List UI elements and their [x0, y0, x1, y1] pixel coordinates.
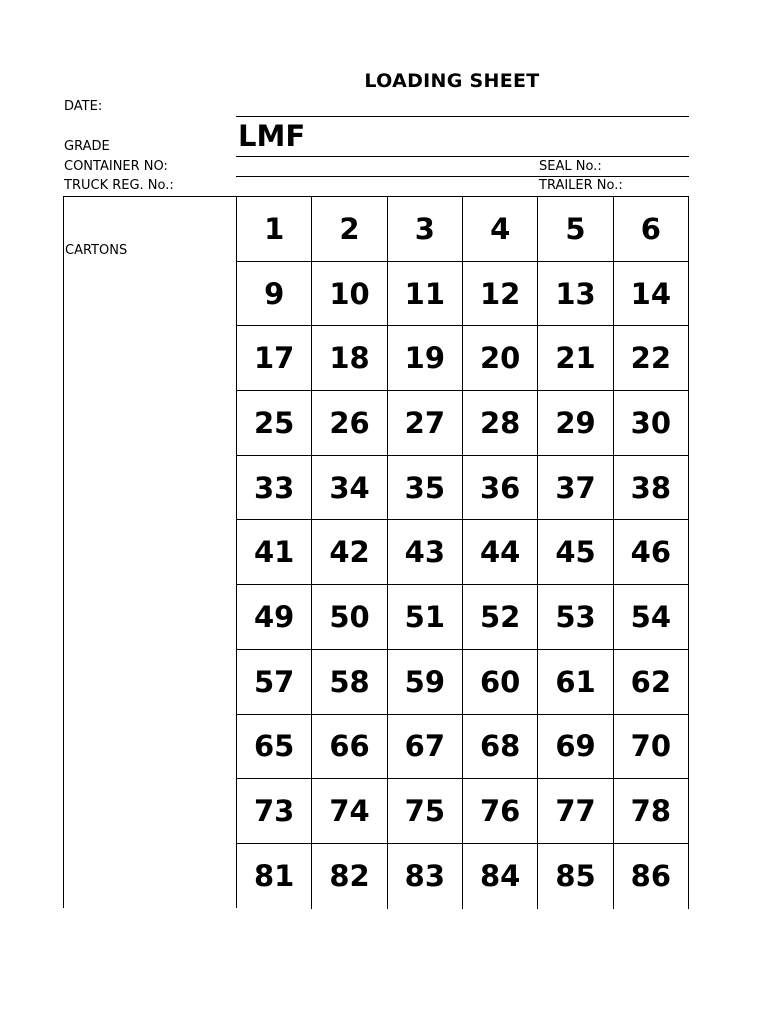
grade-line: [236, 156, 689, 157]
carton-cell: 76: [463, 779, 538, 844]
carton-cell: 51: [388, 585, 463, 650]
carton-cell: 83: [388, 844, 463, 909]
carton-cell: 53: [538, 585, 613, 650]
grade-label: GRADE: [64, 139, 110, 154]
container-line: [236, 176, 689, 177]
carton-cell: 9: [237, 262, 312, 327]
carton-cell: 50: [312, 585, 387, 650]
carton-cell: 57: [237, 650, 312, 715]
carton-cell: 10: [312, 262, 387, 327]
carton-cell: 84: [463, 844, 538, 909]
carton-cell: 35: [388, 456, 463, 521]
carton-cell: 30: [614, 391, 689, 456]
carton-cell: 75: [388, 779, 463, 844]
page-title: LOADING SHEET: [364, 70, 540, 92]
carton-cell: 74: [312, 779, 387, 844]
carton-cell: 27: [388, 391, 463, 456]
carton-cell: 45: [538, 520, 613, 585]
carton-cell: 86: [614, 844, 689, 909]
carton-cell: 5: [538, 197, 613, 262]
carton-cell: 14: [614, 262, 689, 327]
date-label: DATE:: [64, 99, 103, 114]
seal-no-label: SEAL No.:: [539, 159, 602, 174]
carton-cell: 17: [237, 326, 312, 391]
carton-cell: 36: [463, 456, 538, 521]
carton-cell: 61: [538, 650, 613, 715]
cartons-label-column: [63, 196, 236, 908]
carton-cell: 43: [388, 520, 463, 585]
carton-cell: 66: [312, 715, 387, 780]
carton-cell: 21: [538, 326, 613, 391]
carton-cell: 33: [237, 456, 312, 521]
carton-cell: 85: [538, 844, 613, 909]
carton-cell: 22: [614, 326, 689, 391]
trailer-no-label: TRAILER No.:: [539, 178, 623, 193]
carton-cell: 11: [388, 262, 463, 327]
carton-cell: 81: [237, 844, 312, 909]
carton-cell: 1: [237, 197, 312, 262]
carton-cell: 60: [463, 650, 538, 715]
carton-cell: 49: [237, 585, 312, 650]
carton-cell: 82: [312, 844, 387, 909]
carton-cell: 12: [463, 262, 538, 327]
carton-cell: 42: [312, 520, 387, 585]
carton-cell: 44: [463, 520, 538, 585]
carton-cell: 69: [538, 715, 613, 780]
carton-cell: 70: [614, 715, 689, 780]
carton-cell: 62: [614, 650, 689, 715]
carton-cell: 78: [614, 779, 689, 844]
carton-cell: 20: [463, 326, 538, 391]
carton-cell: 41: [237, 520, 312, 585]
carton-cell: 54: [614, 585, 689, 650]
carton-cell: 58: [312, 650, 387, 715]
carton-cell: 29: [538, 391, 613, 456]
carton-cell: 4: [463, 197, 538, 262]
carton-grid: [236, 196, 689, 908]
date-line: [236, 116, 689, 117]
carton-cell: 26: [312, 391, 387, 456]
carton-cell: 28: [463, 391, 538, 456]
carton-cell: 65: [237, 715, 312, 780]
truck-reg-label: TRUCK REG. No.:: [64, 178, 174, 193]
carton-cell: 46: [614, 520, 689, 585]
carton-cell: 19: [388, 326, 463, 391]
carton-cell: 6: [614, 197, 689, 262]
carton-cell: 59: [388, 650, 463, 715]
carton-cell: 67: [388, 715, 463, 780]
carton-cell: 37: [538, 456, 613, 521]
carton-cell: 13: [538, 262, 613, 327]
carton-cell: 38: [614, 456, 689, 521]
carton-cell: 52: [463, 585, 538, 650]
carton-cell: 2: [312, 197, 387, 262]
carton-cell: 34: [312, 456, 387, 521]
carton-cell: 77: [538, 779, 613, 844]
carton-cell: 73: [237, 779, 312, 844]
carton-cell: 18: [312, 326, 387, 391]
cartons-label: CARTONS: [65, 243, 128, 258]
grade-value: LMF: [238, 119, 306, 153]
carton-cell: 68: [463, 715, 538, 780]
carton-cell: 3: [388, 197, 463, 262]
carton-cell: 25: [237, 391, 312, 456]
container-no-label: CONTAINER NO:: [64, 159, 168, 174]
